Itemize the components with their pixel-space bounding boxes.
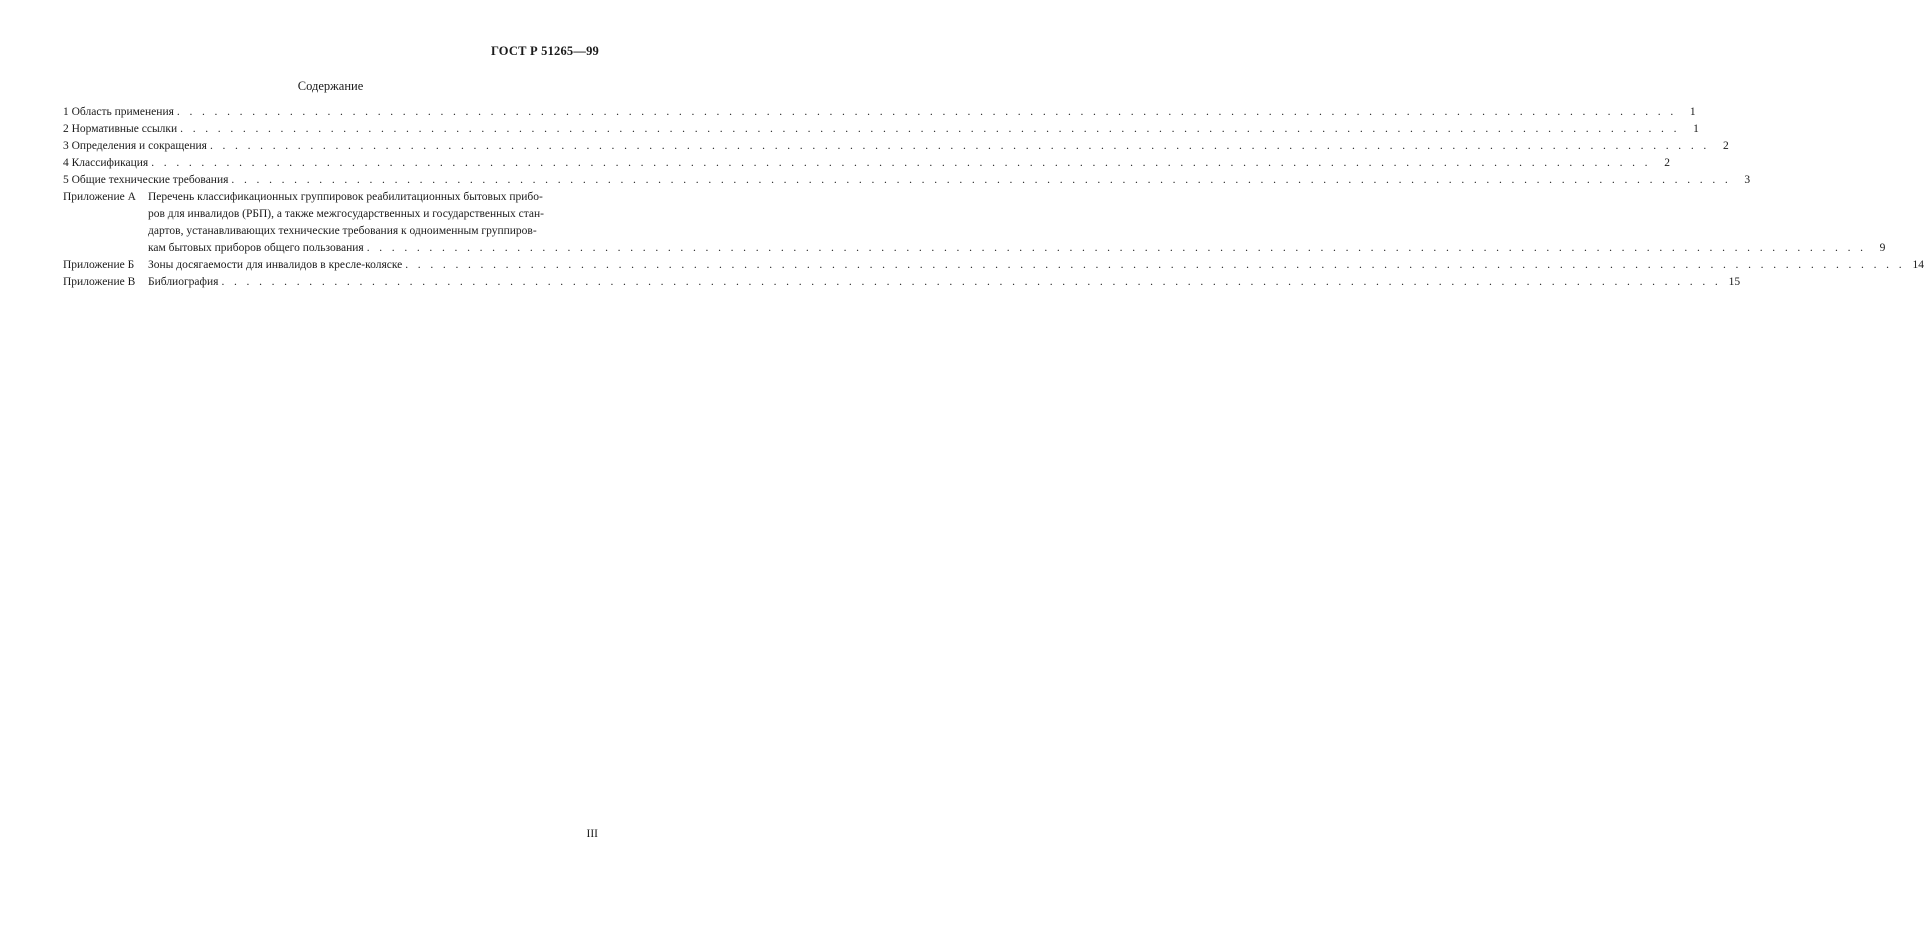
toc-entry[interactable] [63, 172, 1751, 189]
leader-dots [221, 274, 1721, 291]
leader-dots [405, 257, 1905, 274]
appendix-title-line: Зоны досягаемости для инвалидов в кресле-коляске [148, 259, 403, 271]
toc-title: Содержание [297, 79, 364, 93]
leader-dots [210, 138, 1710, 155]
toc-entry-label: 2 Нормативные ссылки [63, 123, 178, 135]
toc-appendix-c[interactable] [63, 274, 1741, 291]
appendix-title-line: дартов, устанавливающих технические требования к одноименным группиров- [148, 225, 537, 237]
toc-entry-page: 2 [1664, 157, 1670, 169]
toc-entry[interactable] [63, 155, 1670, 172]
toc-entry-label: 1 Область применения [63, 106, 174, 118]
toc-entry-page: 2 [1722, 140, 1729, 152]
toc-entry-page: 1 [1693, 123, 1699, 135]
appendix-title-line: Библиография [148, 276, 219, 288]
appendix-page: 14 [1912, 259, 1924, 271]
page-number: III [586, 828, 598, 840]
appendix-page: 9 [1879, 242, 1886, 254]
appendix-title-line: Перечень классификационных группировок реабилитационных бытовых прибо- [148, 191, 543, 203]
toc-entry[interactable] [63, 104, 1696, 121]
appendix-label: Приложение В [63, 276, 136, 288]
appendix-title [148, 257, 1924, 274]
toc-entry-label: 4 Классификация [63, 157, 149, 169]
toc-entry[interactable] [63, 138, 1729, 155]
toc-entry-page: 3 [1744, 174, 1751, 186]
appendix-title [148, 274, 1740, 291]
appendix-label: Приложение А [63, 191, 136, 203]
appendix-page: 15 [1728, 276, 1741, 288]
appendix-title-line: кам бытовых приборов общего пользования [148, 242, 364, 254]
toc-entry[interactable] [63, 121, 1699, 138]
appendix-label: Приложение Б [63, 259, 135, 271]
leader-dots [231, 172, 1731, 189]
toc-appendix-b[interactable] [63, 257, 1924, 274]
toc-entry-page: 1 [1689, 106, 1696, 118]
document-code: ГОСТ Р 51265—99 [490, 44, 599, 58]
leader-dots [177, 104, 1677, 121]
leader-dots [151, 155, 1651, 172]
table-of-contents [63, 104, 1924, 291]
appendix-title-last-line [148, 240, 1885, 257]
appendix-title [148, 189, 1885, 257]
toc-entry-label: 5 Общие технические требования [63, 174, 229, 186]
appendix-title-line: ров для инвалидов (РБП), а также межгосударственных и государственных стан- [148, 208, 545, 220]
leader-dots [180, 121, 1680, 138]
toc-appendix-a[interactable] [63, 189, 1886, 257]
leader-dots [367, 240, 1867, 257]
toc-entry-label: 3 Определения и сокращения [63, 140, 207, 152]
